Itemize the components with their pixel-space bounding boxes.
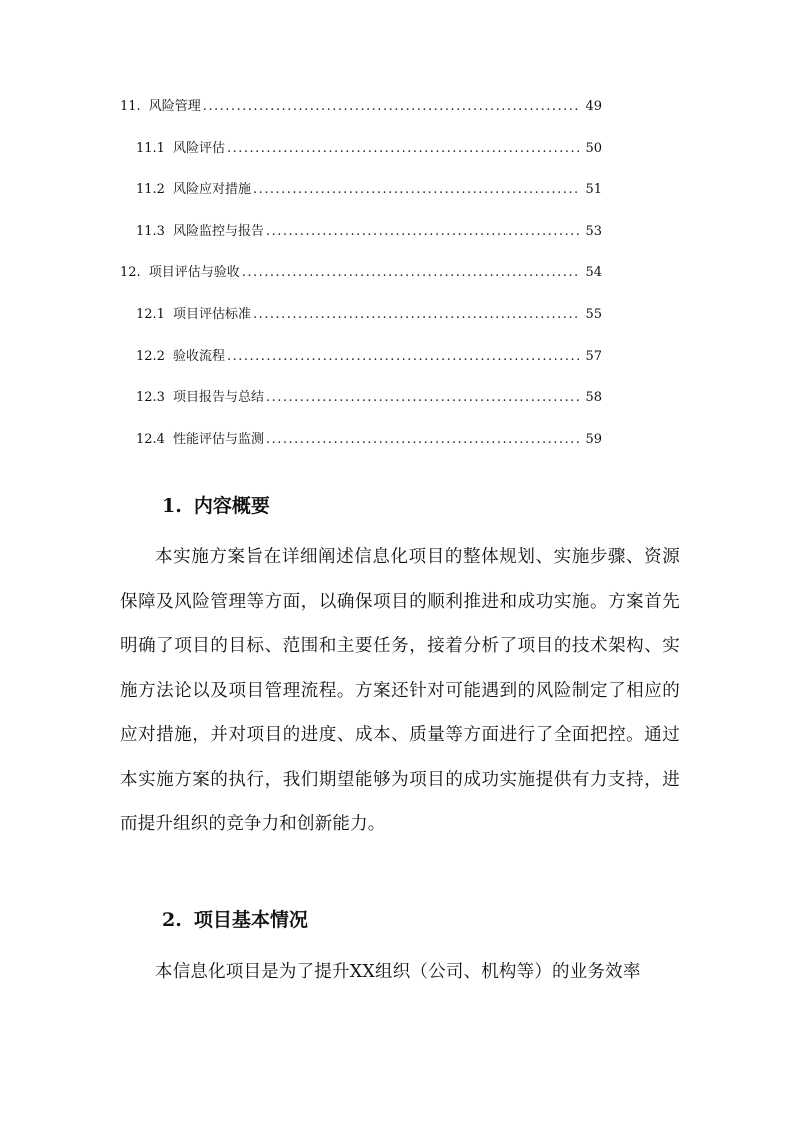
toc-title: 风险监控与报告 xyxy=(172,223,264,239)
table-of-contents xyxy=(120,92,602,466)
toc-entry[interactable] xyxy=(120,342,602,384)
toc-entry[interactable] xyxy=(120,425,602,467)
toc-leader-dots xyxy=(227,342,580,372)
toc-number: 11.1 xyxy=(136,140,165,156)
toc-page-number: 59 xyxy=(585,431,602,447)
toc-page-number: 54 xyxy=(585,265,602,281)
toc-page-number: 49 xyxy=(585,99,602,114)
toc-title: 性能评估与监测 xyxy=(172,431,264,447)
section-heading xyxy=(162,492,270,520)
toc-leader-dots xyxy=(253,300,580,330)
toc-entry[interactable] xyxy=(120,134,602,176)
toc-page-number: 57 xyxy=(585,348,602,364)
toc-title: 项目评估标准 xyxy=(172,306,251,322)
toc-number: 11. xyxy=(120,99,141,114)
toc-title: 验收流程 xyxy=(172,348,225,364)
toc-leader-dots xyxy=(266,383,580,413)
toc-leader-dots xyxy=(253,175,580,205)
section-paragraph: 本信息化项目是为了提升XX组织（公司、机构等）的业务效率 xyxy=(155,962,641,982)
toc-title: 项目报告与总结 xyxy=(172,390,264,406)
toc-title: 项目评估与验收 xyxy=(148,265,240,281)
toc-leader-dots xyxy=(242,258,580,288)
toc-entry[interactable] xyxy=(120,217,602,259)
toc-entry[interactable] xyxy=(120,258,602,300)
toc-title: 风险应对措施 xyxy=(172,182,251,198)
toc-page-number: 51 xyxy=(585,182,602,198)
toc-number: 11.2 xyxy=(136,182,165,198)
toc-number: 12. xyxy=(120,265,141,281)
toc-entry[interactable] xyxy=(120,383,602,425)
toc-entry[interactable] xyxy=(120,175,602,217)
toc-number: 11.3 xyxy=(136,223,165,239)
toc-leader-dots xyxy=(203,92,580,122)
toc-number: 12.1 xyxy=(136,306,165,322)
toc-title: 风险评估 xyxy=(172,140,225,156)
toc-entry[interactable] xyxy=(120,300,602,342)
toc-page-number: 58 xyxy=(585,390,602,406)
toc-leader-dots xyxy=(266,425,580,455)
toc-number: 12.3 xyxy=(136,390,165,406)
toc-entry[interactable] xyxy=(120,92,602,134)
toc-page-number: 55 xyxy=(585,306,602,322)
section-heading xyxy=(162,906,308,934)
toc-title: 风险管理 xyxy=(148,99,201,114)
section-number: 2. xyxy=(162,909,182,931)
section-title: 内容概要 xyxy=(193,495,270,517)
toc-number: 12.2 xyxy=(136,348,165,364)
section-paragraph: 本实施方案旨在详细阐述信息化项目的整体规划、实施步骤、资源保障及风险管理等方面，以确保项目的顺利推进和成功实施。方案首先明确了项目的目标、范围和主要任务，接着分析了项目的技术架构、实施方法论以及项目管理流程。方案还针对可能遇到的风险制定了相应的应对措施，并对项目的进度、成本、质量等方面进行了全面把控。通过本实施方案的执行，我们期望能够为项目的成功实施提供有力支持，进而提升组织的竞争力和创新能力。 xyxy=(120,547,680,834)
toc-page-number: 50 xyxy=(585,140,602,156)
section-number: 1. xyxy=(162,495,182,517)
section-title: 项目基本情况 xyxy=(193,909,308,931)
toc-number: 12.4 xyxy=(136,431,165,447)
toc-page-number: 53 xyxy=(585,223,602,239)
toc-leader-dots xyxy=(227,134,580,164)
toc-leader-dots xyxy=(266,217,580,247)
